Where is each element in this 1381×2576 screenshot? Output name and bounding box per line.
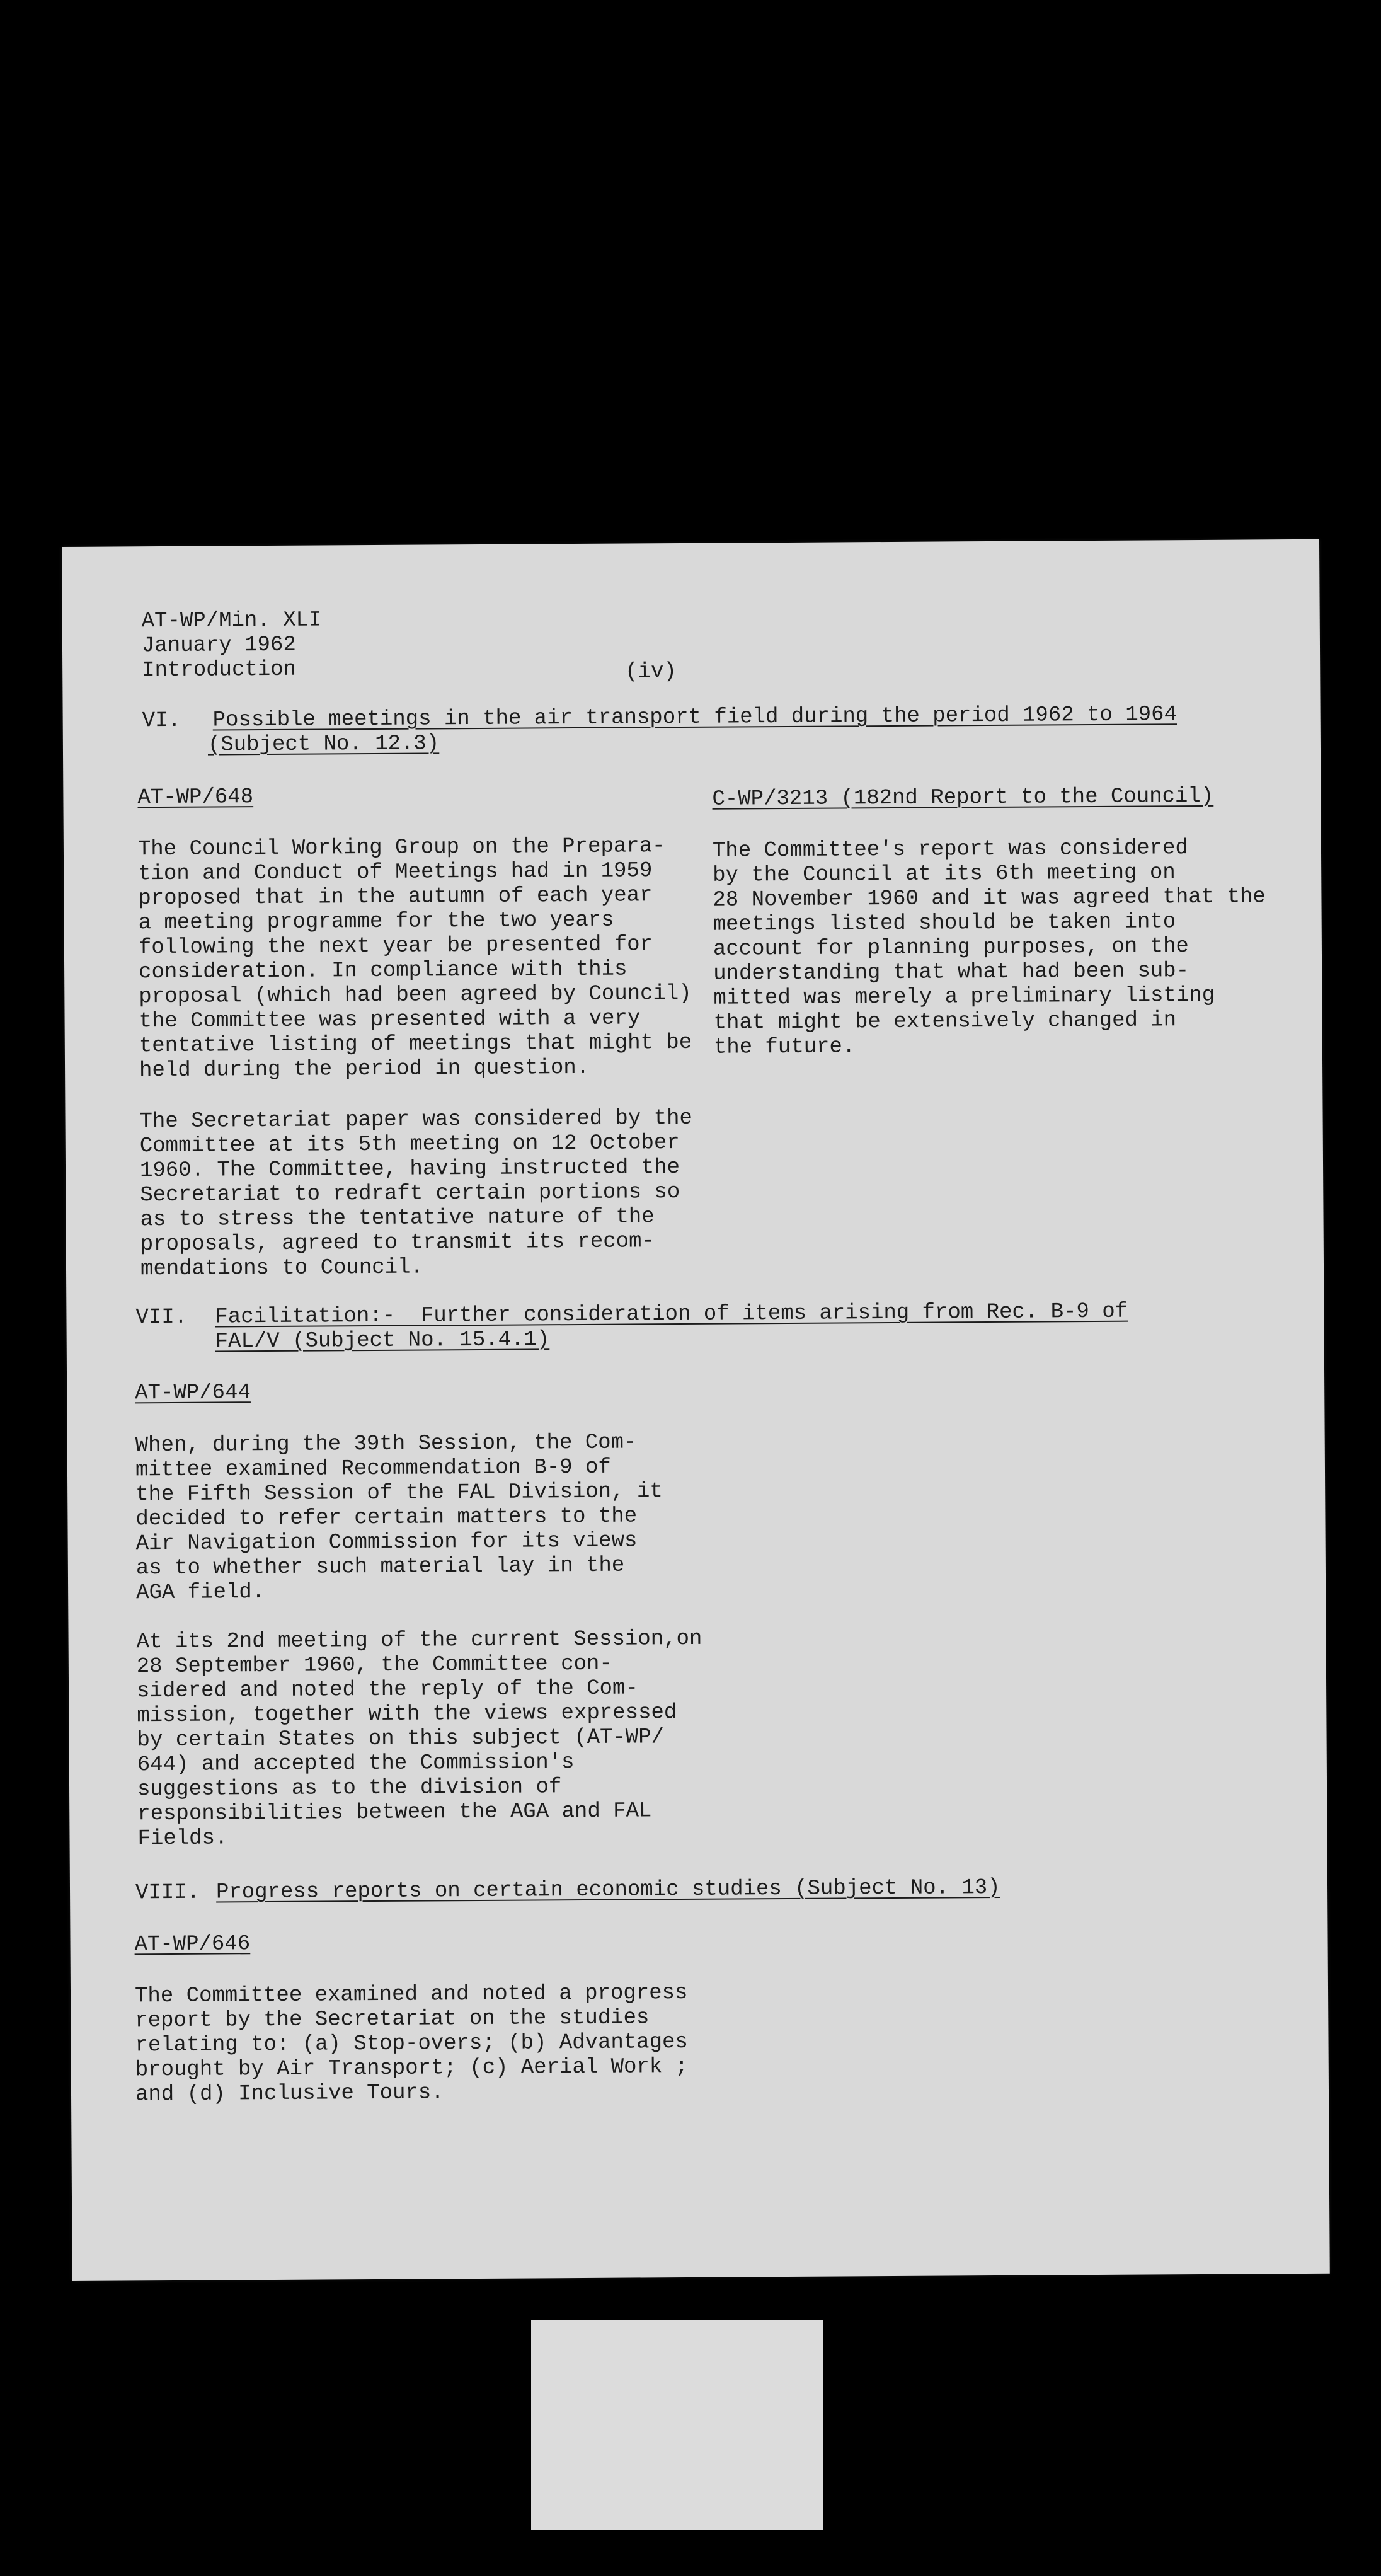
section-viii-title: Progress reports on certain economic studies (Subject No. 13) [215, 1875, 1000, 1905]
document-reference: AT-WP/Min. XLI [141, 608, 322, 634]
document-page [62, 539, 1330, 2281]
section-vii-reference: AT-WP/644 [135, 1381, 251, 1406]
section-vi-left-paragraph-1: The Council Working Group on the Prepara- tion and Conduct of Meetings had in 1959 proposed that in the autumn of each year a meeting programme for the two years following the next year be presented for consideration. In compliance with this proposal (which had been agreed by Council) the Committee was presented with a very tentative listing of meetings that might be held during the period in question. [137, 834, 692, 1083]
section-vi-left-reference: AT-WP/648 [137, 785, 254, 810]
section-vii-title-line2: FAL/V (Subject No. 15.4.1) [215, 1328, 550, 1354]
section-vii-paragraph-2: At its 2nd meeting of the current Session,on 28 September 1960, the Committee con- sidered and noted the reply of the Com- mission, together with the views expressed by certain States on this subject (AT-WP/ 644) and accepted the Commission's suggestions as to the division of responsibilities between the AGA and FAL Fields. [136, 1626, 702, 1851]
blank-card [531, 2320, 823, 2530]
section-vi-number: VI. [142, 708, 181, 733]
section-viii-paragraph-1: The Committee examined and noted a progress report by the Secretariat on the studies relating to: (a) Stop-overs; (b) Advantages brought by Air Transport; (c) Aerial Work ; and (d) Inclusive Tours. [134, 1981, 689, 2107]
section-vi-title-line1: Possible meetings in the air transport field during the period 1962 to 1964 [212, 703, 1178, 733]
section-vii-number: VII. [135, 1305, 188, 1330]
section-vi-right-reference: C-WP/3213 (182nd Report to the Council) [712, 784, 1214, 812]
section-viii-reference: AT-WP/646 [134, 1932, 251, 1957]
section-vi-right-paragraph-1: The Committee's report was considered by the Council at its 6th meeting on 28 November 1960 and it was agreed that the meetings listed should be taken into account for planning purposes, on the understanding that what had been sub- mitted was merely a preliminary listing that might be extensively changed in the future. [712, 836, 1266, 1060]
section-vii-paragraph-1: When, during the 39th Session, the Com- mittee examined Recommendation B-9 of the Fifth Session of the FAL Division, it decided to refer certain matters to the Air Navigation Commission for its views as to whether such material lay in the AGA field. [135, 1430, 663, 1606]
document-date: January 1962 [141, 633, 296, 658]
section-viii-number: VIII. [135, 1880, 200, 1906]
page-number: (iv) [625, 660, 677, 684]
section-vii-title-line1: Facilitation:- Further consideration of items arising from Rec. B-9 of [215, 1299, 1128, 1330]
section-vi-title-line2: (Subject No. 12.3) [207, 732, 440, 757]
document-section: Introduction [142, 657, 297, 683]
section-vi-left-paragraph-2: The Secretariat paper was considered by the Committee at its 5th meeting on 12 October 1960. The Committee, having instructed the Secretariat to redraft certain portions so as to stress the tentative nature of the proposals, agreed to transmit its recom- mendations to Council. [139, 1106, 693, 1282]
